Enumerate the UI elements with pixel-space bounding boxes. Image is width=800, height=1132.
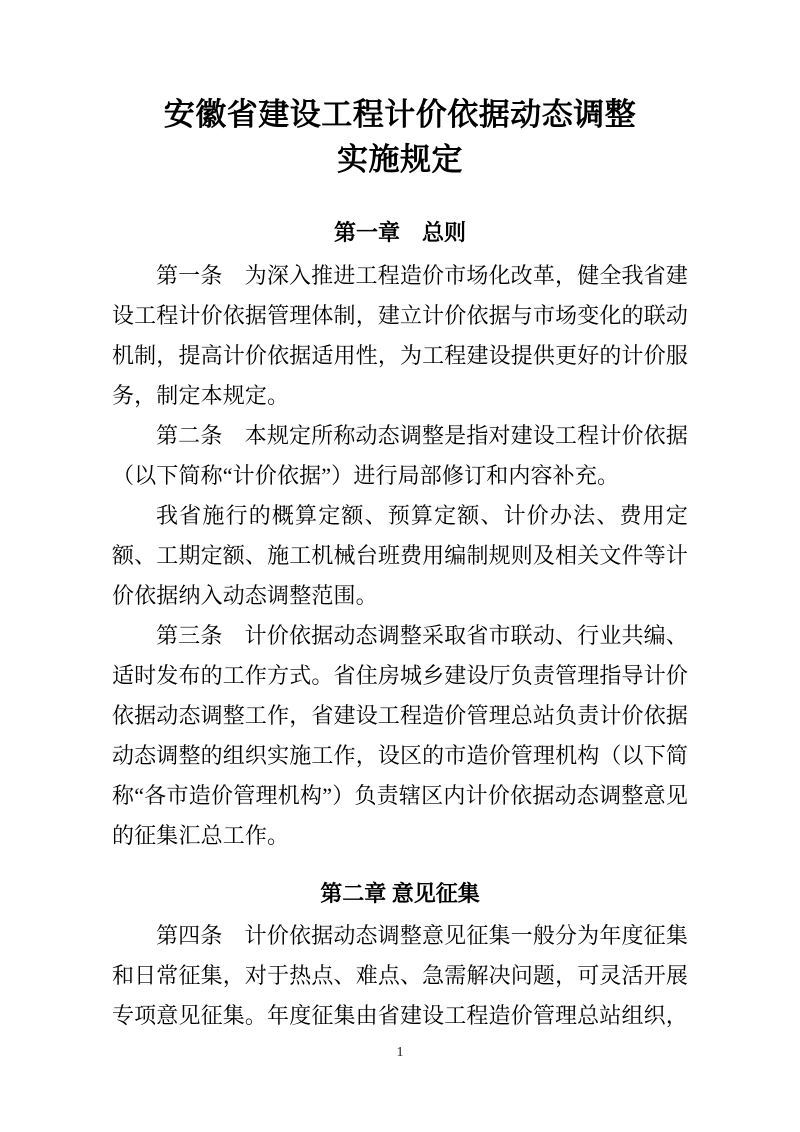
chapter-1-paragraph-1: 第一条 为深入推进工程造价市场化改革，健全我省建设工程计价依据管理体制，建立计价依据与市场变化的联动机制，提高计价依据适用性，为工程建设提供更好的计价服务，制定本规定。 [112, 263, 688, 408]
chapter-1-paragraph-4: 第三条 计价依据动态调整采取省市联动、行业共编、适时发布的工作方式。省住房城乡建设厅负责管理指导计价依据动态调整工作，省建设工程造价管理总站负责计价依据动态调整的组织实施工作，设区的市造价管理机构（以下简称“各市造价管理机构”）负责辖区内计价依据动态调整意见的征集汇总工作。 [112, 623, 688, 848]
chapter-1-paragraph-3: 我省施行的概算定额、预算定额、计价办法、费用定额、工期定额、施工机械台班费用编制规则及相关文件等计价依据纳入动态调整范围。 [112, 503, 688, 608]
chapter-2-heading: 第二章 意见征集 [320, 881, 480, 906]
chapter-2 [112, 874, 688, 1036]
document-title-line-2: 实施规定 [337, 142, 463, 177]
chapter-1-heading: 第一章 总则 [333, 220, 466, 245]
page-number: 1 [396, 1045, 404, 1060]
chapter-2-paragraph-1: 第四条 计价依据动态调整意见征集一般分为年度征集和日常征集，对于热点、难点、急需解决问题，可灵活开展专项意见征集。年度征集由省建设工程造价管理总站组织， [112, 923, 688, 1028]
document-title-line-1: 安徽省建设工程计价依据动态调整 [163, 97, 637, 132]
document-title [112, 92, 688, 182]
chapter-1-paragraph-2: 第二条 本规定所称动态调整是指对建设工程计价依据（以下简称“计价依据”）进行局部修订和内容补充。 [112, 423, 688, 488]
chapter-1 [112, 213, 688, 856]
